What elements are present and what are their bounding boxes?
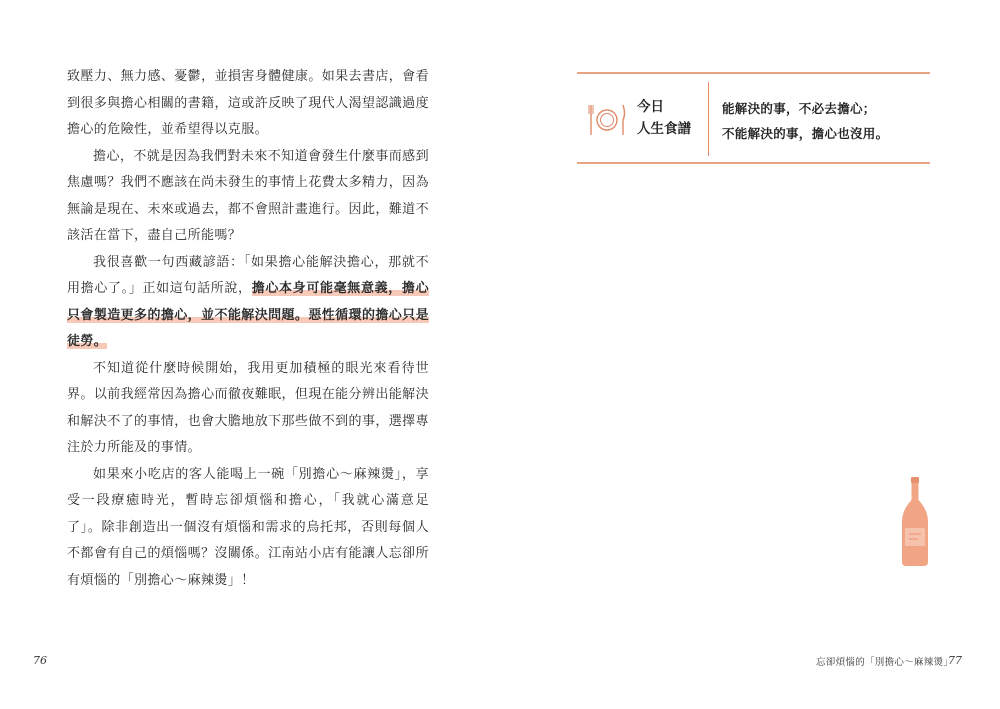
paragraph-text: 我很喜歡一句西藏諺語：「如果擔心能解決擔心，那就不用擔心了。」正如這句話所說， (67, 254, 429, 296)
page-number-right: 77 (948, 654, 962, 667)
bottle-icon (900, 476, 930, 568)
body-text (67, 64, 429, 594)
paragraph-text: 如果來小吃店的客人能喝上一碗「別擔心～麻辣燙」，享受一段療癒時光，暫時忘卻煩惱和擔心，「我就心滿意足了」。除非創造出一個沒有煩惱和需求的烏托邦，否則每個人不都會有自己的煩惱嗎？沒關係。江南站小店有能讓人忘卻所有煩惱的「別擔心～麻辣燙」！ (67, 466, 429, 588)
paragraph (67, 144, 429, 250)
paragraph (67, 462, 429, 595)
highlighted-text: 擔心本身可能毫無意義，擔心只會製造更多的擔心，並不能解決問題。惡性循環的擔心只是徒勞。 (67, 281, 429, 349)
paragraph (67, 356, 429, 462)
recipe-title (637, 96, 691, 140)
running-header: 忘卻煩惱的「別擔心～麻辣燙」 (816, 657, 954, 668)
paragraph (67, 250, 429, 356)
recipe-title-line2: 人生食譜 (637, 121, 691, 137)
todays-life-recipe-box (577, 72, 930, 164)
paragraph (67, 64, 429, 144)
paragraph-text: 擔心，不就是因為我們對未來不知道會發生什麼事而感到焦慮嗎？我們不應該在尚未發生的事情上花費太多精力，因為無論是現在、未來或過去，都不會照計畫進行。因此，難道不該活在當下，盡自己所能嗎？ (67, 148, 429, 243)
page-number-left: 76 (33, 654, 47, 667)
plate-fork-knife-icon (587, 100, 627, 140)
recipe-divider (708, 82, 709, 156)
recipe-title-line1: 今日 (637, 99, 664, 115)
paragraph-text: 致壓力、無力感、憂鬱，並損害身體健康。如果去書店，會看到很多與擔心相關的書籍，這或許反映了現代人渴望認識過度擔心的危險性，並希望得以克服。 (67, 69, 429, 137)
right-page (500, 0, 1000, 709)
paragraph-text: 不知道從什麼時候開始，我用更加積極的眼光來看待世界。以前我經常因為擔心而徹夜難眠，但現在能分辨出能解決和解決不了的事情，也會大膽地放下那些做不到的事，選擇專注於力所能及的事情。 (67, 360, 429, 455)
recipe-text-line1: 能解決的事，不必去擔心； (722, 101, 876, 116)
recipe-text-line2: 不能解決的事，擔心也沒用。 (722, 126, 889, 141)
recipe-text (722, 96, 888, 146)
